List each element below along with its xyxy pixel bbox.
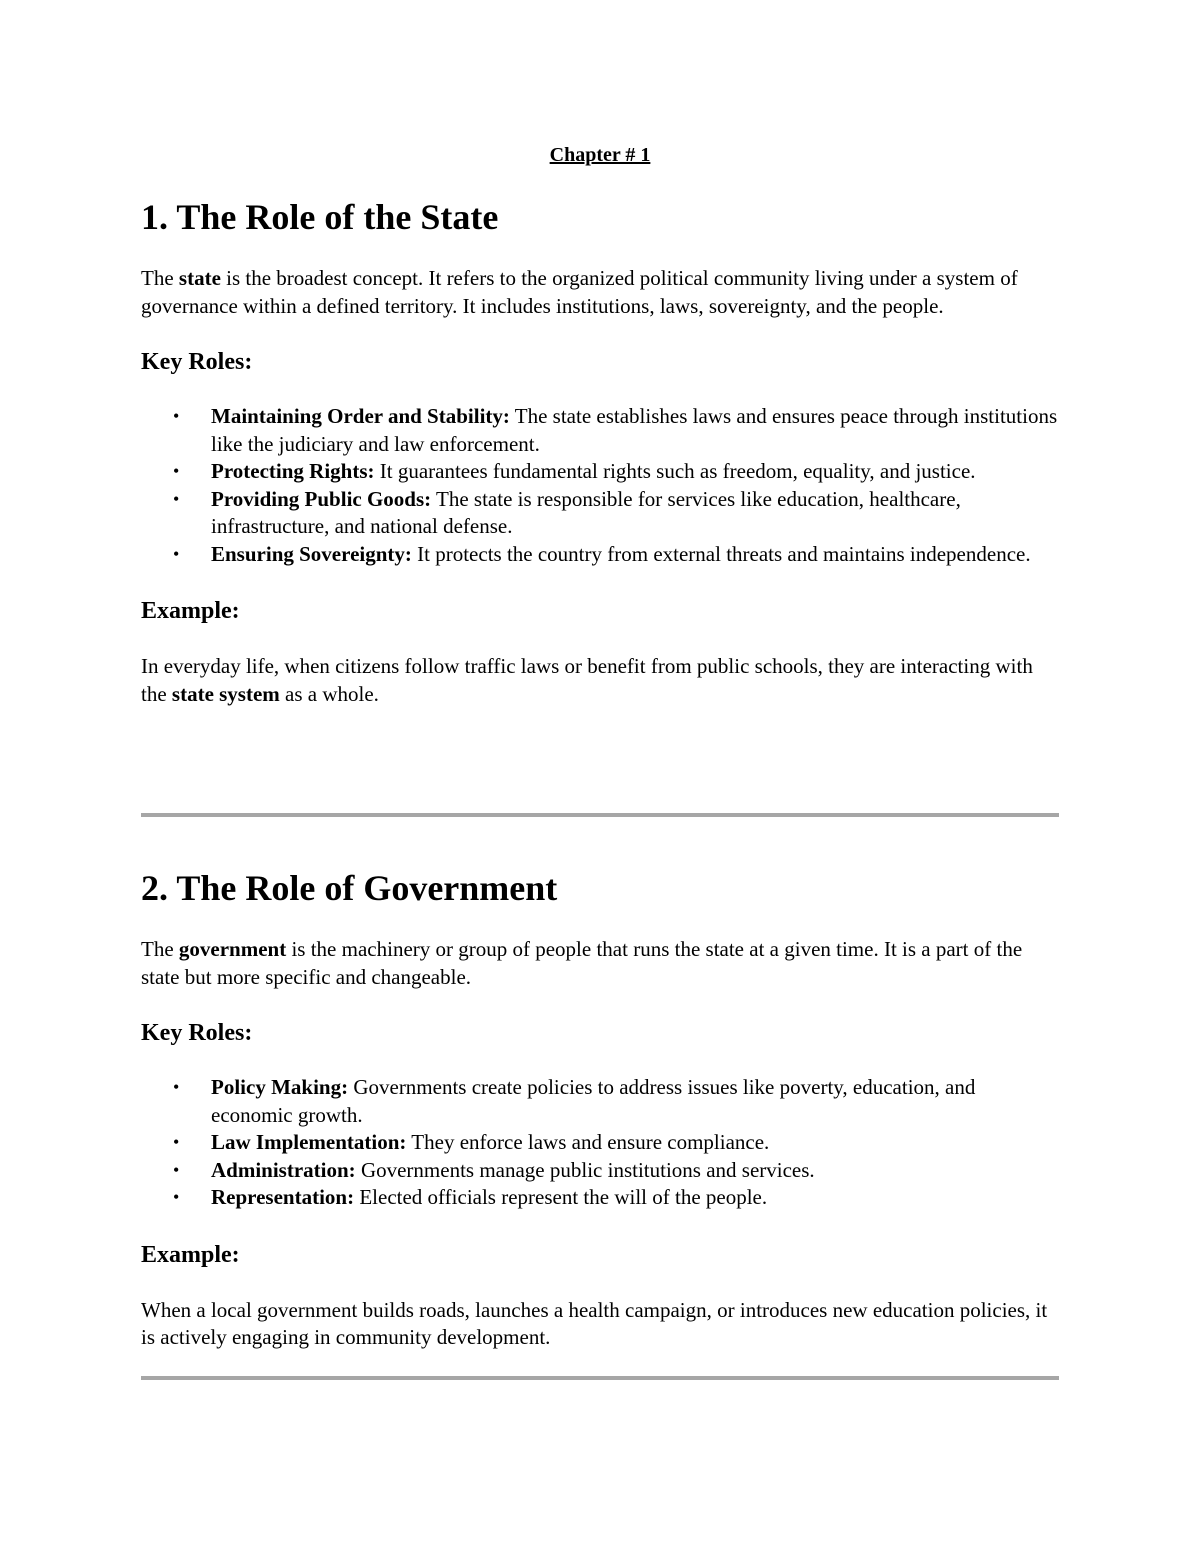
- bullet-icon: •: [173, 543, 180, 564]
- bullet-icon: •: [173, 1187, 180, 1207]
- section-intro: [141, 936, 1059, 991]
- section-intro: [141, 265, 1059, 320]
- role-description: Governments create policies to address issues like poverty, education, and economic growth.: [211, 1075, 976, 1127]
- role-term: Administration:: [211, 1157, 356, 1182]
- intro-key-term: state: [178, 266, 221, 290]
- role-description: Elected officials represent the will of the people.: [354, 1185, 768, 1209]
- section-title: 1. The Role of the State: [141, 197, 499, 237]
- example-prefix: In everyday life, when citizens follow traffic laws or benefit from public schools, they are interacting with the: [141, 654, 1033, 706]
- example-text: When a local government builds roads, launches a health campaign, or introduces new education policies, it is actively engaging in community development.: [141, 1297, 1048, 1349]
- intro-body: is the machinery or group of people that runs the state at a given time. It is a part of the state but more specific and changeable.: [141, 937, 1023, 989]
- list-item: [141, 1074, 1059, 1129]
- role-term: Law Implementation:: [211, 1130, 407, 1154]
- role-description: The state is responsible for services like education, healthcare, infrastructure, and national defense.: [211, 486, 961, 538]
- bullet-icon: •: [173, 1159, 180, 1180]
- list-item: [141, 541, 1059, 569]
- role-term: Providing Public Goods:: [211, 486, 432, 511]
- section-title: 2. The Role of Government: [141, 868, 558, 908]
- role-description: It protects the country from external threats and maintains independence.: [411, 541, 1031, 566]
- role-term: Protecting Rights:: [211, 459, 375, 483]
- horizontal-divider: [141, 813, 1059, 817]
- example-key-term: state system: [171, 681, 280, 706]
- section-role-of-state: [141, 196, 1059, 708]
- example-heading: Example:: [141, 598, 240, 624]
- key-roles-list: [141, 403, 1059, 568]
- intro-prefix: The: [141, 937, 179, 961]
- horizontal-divider: [141, 1376, 1059, 1380]
- list-item: [141, 1184, 1059, 1212]
- intro-prefix: The: [141, 266, 179, 290]
- list-item: [141, 458, 1059, 486]
- list-item: [141, 486, 1059, 541]
- example-text: [141, 653, 1059, 708]
- intro-key-term: government: [178, 937, 287, 961]
- example-heading: Example:: [141, 1241, 240, 1268]
- role-term: Ensuring Sovereignty:: [211, 541, 412, 566]
- chapter-heading: Chapter # 1: [549, 144, 651, 166]
- bullet-icon: •: [173, 1077, 180, 1097]
- key-roles-heading: Key Roles:: [141, 349, 253, 375]
- key-roles-heading: Key Roles:: [141, 1020, 253, 1046]
- bullet-icon: •: [173, 488, 180, 509]
- role-description: They enforce laws and ensure compliance.: [406, 1130, 770, 1154]
- bullet-icon: •: [173, 461, 180, 481]
- role-term: Maintaining Order and Stability:: [211, 404, 510, 428]
- intro-body: is the broadest concept. It refers to the organized political community living under a system of governance within a defined territory. It includes institutions, laws, sovereignty, and the people.: [141, 266, 1018, 318]
- bullet-icon: •: [173, 1132, 180, 1152]
- list-item: [141, 403, 1059, 458]
- bullet-icon: •: [173, 406, 180, 426]
- role-description: Governments manage public institutions and services.: [355, 1157, 815, 1182]
- example-suffix: as a whole.: [279, 681, 379, 706]
- key-roles-list: [141, 1074, 1059, 1212]
- role-term: Policy Making:: [211, 1075, 349, 1099]
- role-description: The state establishes laws and ensures peace through institutions like the judiciary and law enforcement.: [211, 404, 1058, 456]
- role-term: Representation:: [211, 1185, 355, 1209]
- list-item: [141, 1157, 1059, 1185]
- list-item: [141, 1129, 1059, 1157]
- section-role-of-government: [141, 867, 1059, 1352]
- role-description: It guarantees fundamental rights such as freedom, equality, and justice.: [374, 459, 976, 483]
